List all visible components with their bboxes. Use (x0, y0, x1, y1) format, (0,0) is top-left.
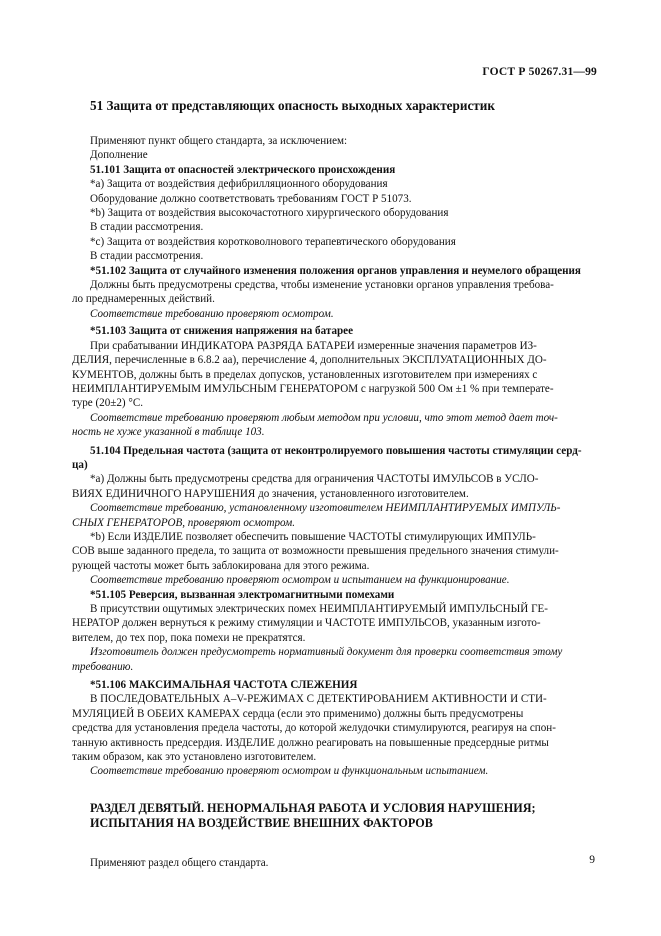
clause-51-101-a-text: Оборудование должно соответствовать требованиям ГОСТ Р 51073. (90, 192, 412, 205)
clause-51-104-b-line: СОВ выше заданного предела, то защита от возможности превышения предельного значения стимули- (72, 545, 559, 558)
clause-51-103-heading: *51.103 Защита от снижения напряжения на батарее (90, 325, 354, 338)
clause-51-103-check-line: Соответствие требованию проверяют любым методом при условии, что этот метод дает точ- (90, 411, 558, 424)
document-code-header: ГОСТ Р 50267.31—99 (482, 66, 597, 78)
clause-51-105-line: НЕРАТОР должен вернуться к режиму стимуляции и ЧАСТОТЕ ИМПУЛЬСОВ, указанным изгото- (72, 617, 541, 630)
clause-51-105-heading: *51.105 Реверсия, вызванная электромагнитными помехами (90, 588, 395, 601)
clause-51-104-heading: 51.104 Предельная частота (защита от неконтролируемого повышения частоты стимуляции серд- (90, 444, 582, 457)
clause-51-106-line: танную активность предсердия. ИЗДЕЛИЕ должно реагировать на повышенные предсердные ритмы (72, 736, 549, 749)
clause-51-104-b-line: *b) Если ИЗДЕЛИЕ позволяет обеспечить повышение ЧАСТОТЫ стимулирующих ИМПУЛЬ- (90, 530, 536, 543)
clause-51-103-line: При срабатывании ИНДИКАТОРА РАЗРЯДА БАТАРЕИ измеренные значения параметров ИЗ- (90, 339, 537, 352)
clause-51-101-c: *с) Защита от воздействия коротковолнового терапевтического оборудования (90, 235, 456, 248)
clause-51-102-text-line: ло преднамеренных действий. (72, 293, 215, 306)
clause-51-101-c-text: В стадии рассмотрения. (90, 250, 204, 263)
page-body (72, 98, 598, 870)
clause-51-106-line: МУЛЯЦИЕЙ В ОБЕИХ КАМЕРАХ сердца (если это применимо) должны быть предусмотрены (72, 707, 524, 720)
clause-51-105-line: вителем, до тех пор, пока помехи не прекратятся. (72, 631, 306, 644)
clause-51-106-heading: *51.106 МАКСИМАЛЬНАЯ ЧАСТОТА СЛЕЖЕНИЯ (90, 679, 358, 692)
clause-51-104-a-line: *а) Должны быть предусмотрены средства для ограничения ЧАСТОТЫ ИМУЛЬСОВ в УСЛО- (90, 473, 539, 486)
section-9-title (90, 801, 598, 832)
clause-51-104-a-check-line: Соответствие требованию, установленному изготовителем НЕИМПЛАНТИРУЕМЫХ ИМПУЛЬ- (90, 502, 561, 515)
clause-51-101-b-text: В стадии рассмотрения. (90, 221, 204, 234)
clause-51-101-heading: 51.101 Защита от опасностей электрического происхождения (90, 163, 396, 176)
section-51-addition: Дополнение (90, 149, 148, 162)
clause-51-102-check: Соответствие требованию проверяют осмотром. (90, 307, 334, 320)
page-number: 9 (589, 854, 595, 866)
section-51-title: 51 Защита от представляющих опасность выходных характеристик (90, 98, 495, 113)
clause-51-101-b: *b) Защита от воздействия высокочастотного хирургического оборудования (90, 207, 449, 220)
section-51-intro: Применяют пункт общего стандарта, за исключением: (90, 135, 348, 147)
clause-51-103-line: ДЕЛИЯ, перечисленные в 6.8.2 аа), перечисление 4, дополнительных ЭКСПЛУАТАЦИОННЫХ ДО- (72, 354, 547, 367)
clause-51-102-text-line: Должны быть предусмотрены средства, чтобы изменение установки органов управления требова- (90, 279, 554, 292)
clause-51-106-line: В ПОСЛЕДОВАТЕЛЬНЫХ А–V-РЕЖИМАХ С ДЕТЕКТИРОВАНИЕМ АКТИВНОСТИ И СТИ- (90, 693, 547, 706)
clause-51-104-b-line: рующей частоты может быть заблокирована для этого режима. (72, 559, 370, 572)
clause-51-103-line: НЕИМПЛАНТИРУЕМЫМ ИМУЛЬСНЫМ ГЕНЕРАТОРОМ с нагрузкой 500 Ом ±1 % при температе- (72, 382, 554, 395)
clause-51-106-line: таким образом, как это установлено изготовителем. (72, 751, 317, 764)
clause-51-103-line: туре (20±2) °С. (72, 397, 143, 410)
clause-51-106-check: Соответствие требованию проверяют осмотром и функциональным испытанием. (90, 765, 489, 778)
clause-51-104-heading: ца) (72, 458, 88, 471)
clause-51-106-line: средства для установления предела частоты, до которой желудочки стимулируются, реагируя на спон- (72, 722, 556, 735)
clause-51-103-check-line: ность не хуже указанной в таблице 103. (72, 426, 265, 439)
clause-51-104-a-line: ВИЯХ ЕДИНИЧНОГО НАРУШЕНИЯ до значения, установленного изготовителем. (72, 487, 469, 500)
clause-51-102-heading: *51.102 Защита от случайного изменения положения органов управления и неумелого обращения (90, 264, 581, 277)
clause-51-104-b-check: Соответствие требованию проверяют осмотром и испытанием на функционирование. (90, 574, 510, 587)
clause-51-101-a: *а) Защита от воздействия дефибрилляционного оборудования (90, 178, 388, 191)
clause-51-105-line: В присутствии ощутимых электрических помех НЕИМПЛАНТИРУЕМЫЙ ИМПУЛЬСНЫЙ ГЕ- (90, 603, 548, 615)
section-9-title-line: ИСПЫТАНИЯ НА ВОЗДЕЙСТВИЕ ВНЕШНИХ ФАКТОРОВ (90, 816, 433, 831)
section-9-title-line: РАЗДЕЛ ДЕВЯТЫЙ. НЕНОРМАЛЬНАЯ РАБОТА И УСЛОВИЯ НАРУШЕНИЯ; (90, 800, 536, 815)
section-9-text: Применяют раздел общего стандарта. (90, 856, 269, 869)
clause-51-105-note-line: требованию. (72, 660, 134, 673)
clause-51-105-note-line: Изготовитель должен предусмотреть нормативный документ для проверки соответствия этому (90, 646, 563, 659)
clause-51-103-line: КУМЕНТОВ, должны быть в пределах допусков, установленных изготовителем при измерениях с (72, 368, 538, 381)
clause-51-104-a-check-line: СНЫХ ГЕНЕРАТОРОВ, проверяют осмотром. (72, 516, 295, 529)
